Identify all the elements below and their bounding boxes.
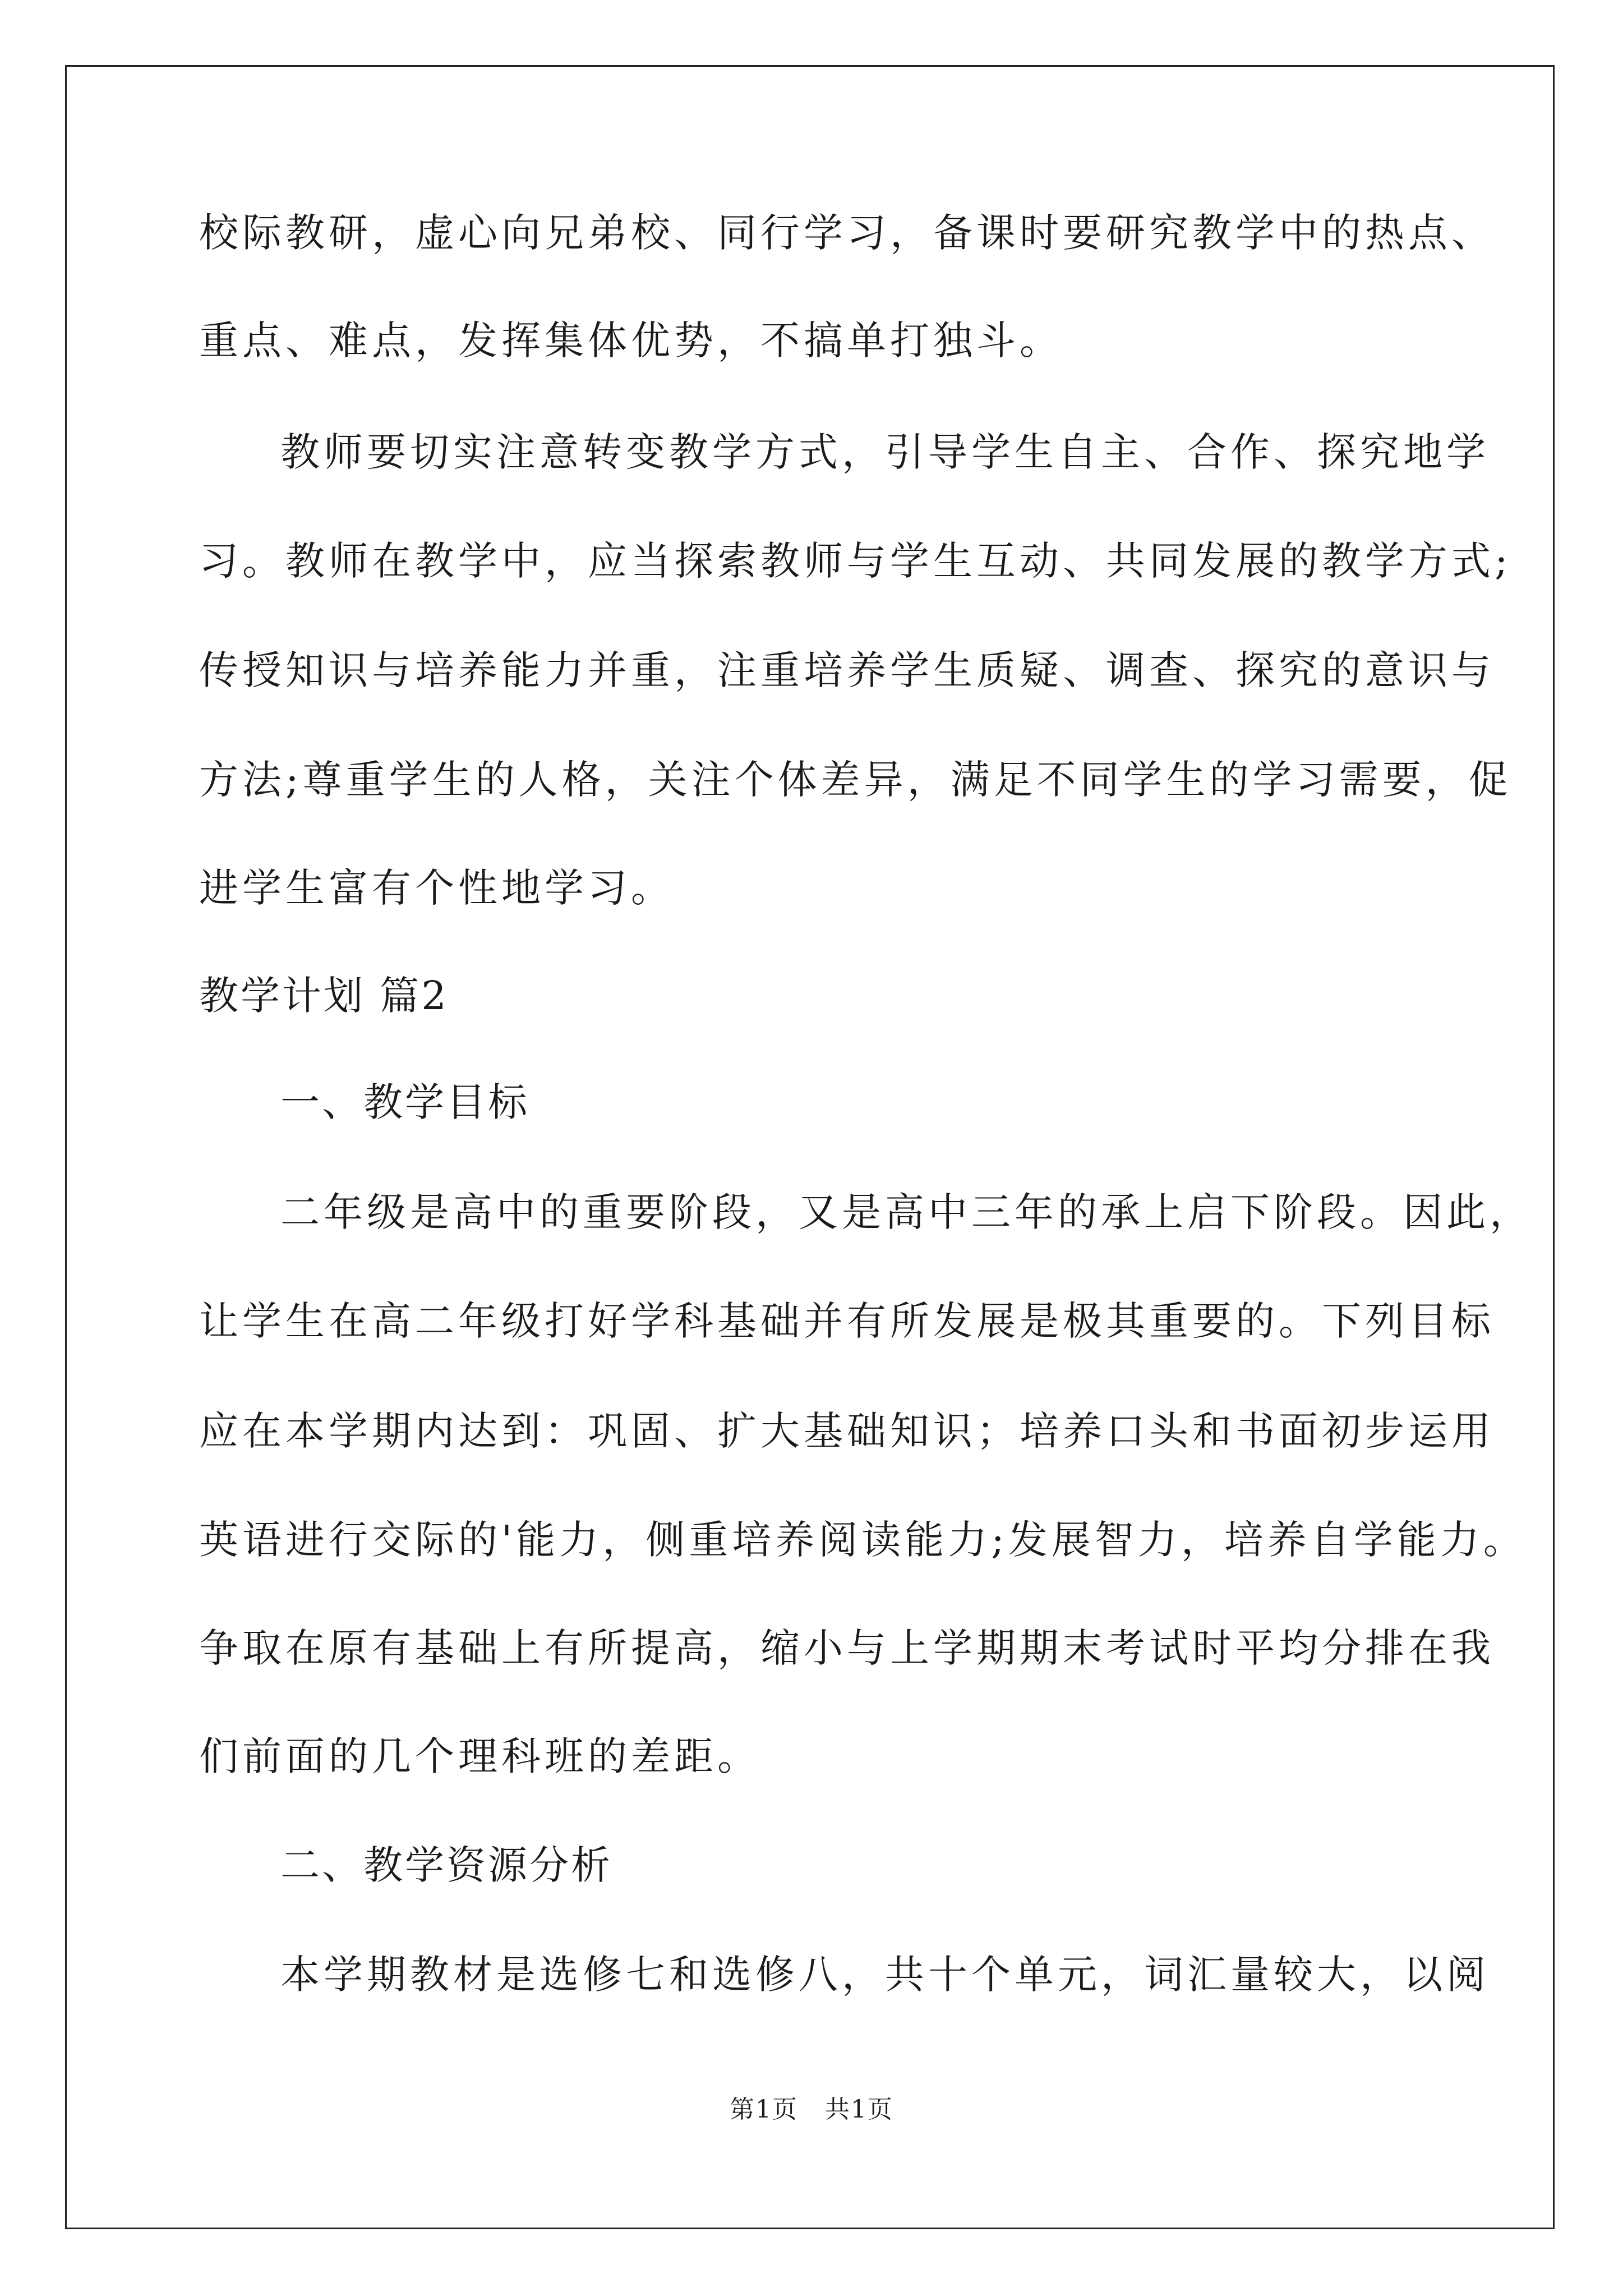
page-border bbox=[65, 65, 1555, 2229]
paragraph-1-line-2: 重点、难点，发挥集体优势，不搞单打独斗。 bbox=[199, 318, 1063, 364]
paragraph-2-line-2: 习。教师在教学中，应当探索教师与学生互动、共同发展的教学方式; bbox=[199, 538, 1512, 584]
section-title: 教学计划 篇2 bbox=[199, 973, 449, 1019]
paragraph-3-line-5: 争取在原有基础上有所提高，缩小与上学期期末考试时平均分排在我 bbox=[199, 1625, 1495, 1671]
paragraph-2-line-5: 进学生富有个性地学习。 bbox=[199, 865, 674, 911]
paragraph-3-line-1: 二年级是高中的重要阶段，又是高中三年的承上启下阶段。因此， bbox=[280, 1189, 1533, 1235]
paragraph-4-line-1: 本学期教材是选修七和选修八，共十个单元，词汇量较大，以阅 bbox=[280, 1952, 1490, 1998]
paragraph-3-line-4: 英语进行交际的'能力，侧重培养阅读能力;发展智力，培养自学能力。 bbox=[199, 1517, 1527, 1563]
paragraph-2-line-3: 传授知识与培养能力并重，注重培养学生质疑、调查、探究的意识与 bbox=[199, 647, 1495, 693]
page-footer: 第1页 共1页 bbox=[730, 2095, 893, 2124]
heading-resource-analysis: 二、教学资源分析 bbox=[280, 1842, 612, 1888]
paragraph-2-line-4: 方法;尊重学生的人格，关注个体差异，满足不同学生的学习需要，促 bbox=[199, 757, 1512, 803]
heading-teaching-goals: 一、教学目标 bbox=[280, 1079, 529, 1125]
paragraph-3-line-3: 应在本学期内达到：巩固、扩大基础知识；培养口头和书面初步运用 bbox=[199, 1408, 1495, 1454]
paragraph-3-line-6: 们前面的几个理科班的差距。 bbox=[199, 1733, 760, 1779]
paragraph-2-line-1: 教师要切实注意转变教学方式，引导学生自主、合作、探究地学 bbox=[280, 429, 1490, 475]
paragraph-1-line-1: 校际教研，虚心向兄弟校、同行学习，备课时要研究教学中的热点、 bbox=[199, 210, 1495, 256]
paragraph-3-line-2: 让学生在高二年级打好学科基础并有所发展是极其重要的。下列目标 bbox=[199, 1298, 1495, 1344]
